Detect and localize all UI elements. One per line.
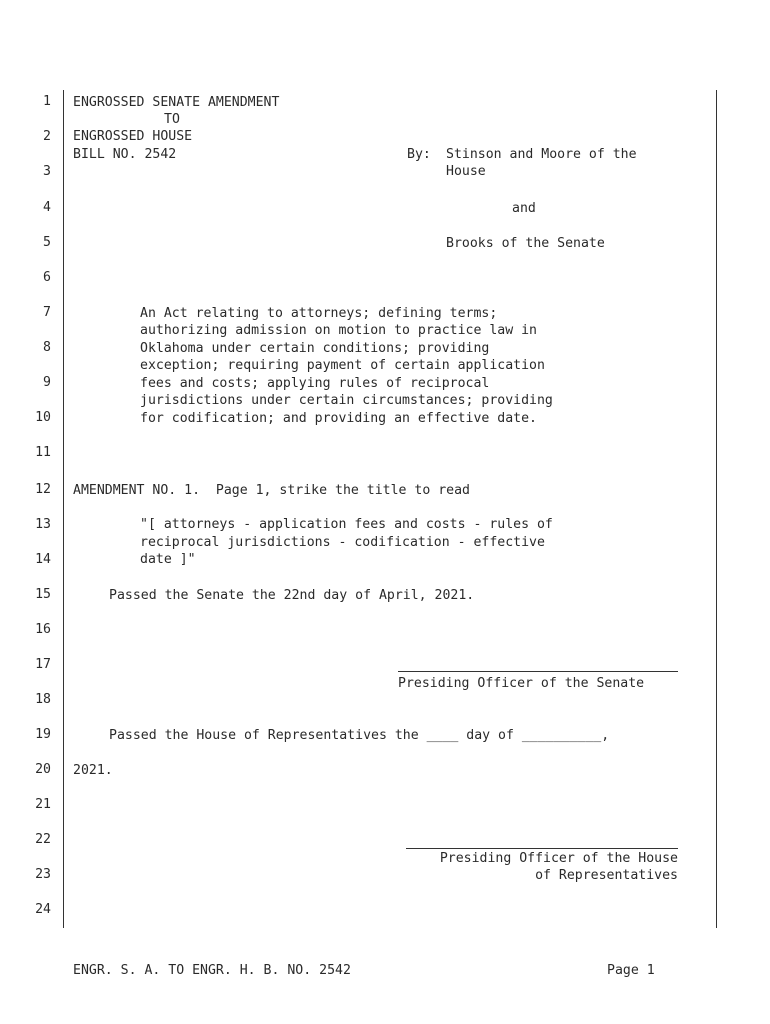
passed-senate-statement: Passed the Senate the 22nd day of April, 2021. xyxy=(109,588,475,603)
line-number: 12 xyxy=(35,482,51,497)
passed-house-statement: Passed the House of Representatives the ____ day of __________, xyxy=(109,728,610,743)
senate-signature-line xyxy=(398,671,678,672)
line-number: 4 xyxy=(43,200,51,215)
passed-house-year: 2021. xyxy=(73,763,113,778)
title-line: for codification; and providing an effective date. xyxy=(140,411,537,426)
title-line: Oklahoma under certain conditions; providing xyxy=(140,341,490,356)
senate-author: Brooks of the Senate xyxy=(446,236,605,251)
house-authors-cont: House xyxy=(446,164,486,179)
line-number: 17 xyxy=(35,657,51,672)
line-number: 10 xyxy=(35,410,51,425)
line-number: 14 xyxy=(35,552,51,567)
title-line: jurisdictions under certain circumstances; providing xyxy=(140,393,553,408)
title-line: fees and costs; applying rules of reciprocal xyxy=(140,376,490,391)
left-margin-rule xyxy=(63,90,64,928)
footer-page-number: Page 1 xyxy=(607,963,655,978)
footer-bill-reference: ENGR. S. A. TO ENGR. H. B. NO. 2542 xyxy=(73,963,351,978)
amendment-text-line: date ]" xyxy=(140,552,196,567)
amendment-text-line: "[ attorneys - application fees and costs - rules of xyxy=(140,517,553,532)
line-number: 1 xyxy=(43,94,51,109)
by-label: By: xyxy=(407,147,431,162)
line-number: 13 xyxy=(35,517,51,532)
house-signature-line xyxy=(406,848,678,849)
header-line-3: ENGROSSED HOUSE xyxy=(73,129,193,144)
line-number: 21 xyxy=(35,797,51,812)
amendment-text-line: reciprocal jurisdictions - codification - effective xyxy=(140,535,545,550)
header-line-2: TO xyxy=(164,112,180,127)
title-line: exception; requiring payment of certain application xyxy=(140,358,545,373)
line-number: 9 xyxy=(43,375,51,390)
title-line: An Act relating to attorneys; defining terms; xyxy=(140,306,498,321)
line-number: 19 xyxy=(35,727,51,742)
title-line: authorizing admission on motion to practice law in xyxy=(140,323,537,338)
line-number: 6 xyxy=(43,270,51,285)
amendment-heading: AMENDMENT NO. 1. Page 1, strike the title to read xyxy=(73,483,470,498)
line-number: 23 xyxy=(35,867,51,882)
line-number: 3 xyxy=(43,164,51,179)
bill-number: BILL NO. 2542 xyxy=(73,147,177,162)
line-number: 22 xyxy=(35,832,51,847)
line-number: 20 xyxy=(35,762,51,777)
line-number: 16 xyxy=(35,622,51,637)
line-number: 11 xyxy=(35,445,51,460)
right-margin-rule xyxy=(716,90,717,928)
line-number: 8 xyxy=(43,340,51,355)
line-number: 2 xyxy=(43,129,51,144)
and-text: and xyxy=(512,201,536,216)
header-line-1: ENGROSSED SENATE AMENDMENT xyxy=(73,95,280,110)
senate-signature-label: Presiding Officer of the Senate xyxy=(398,676,645,691)
line-number: 5 xyxy=(43,235,51,250)
house-signature-label: Presiding Officer of the House xyxy=(439,851,678,866)
line-number: 24 xyxy=(35,902,51,917)
house-signature-label-cont: of Representatives xyxy=(535,868,678,883)
line-number: 18 xyxy=(35,692,51,707)
line-number: 7 xyxy=(43,305,51,320)
line-number: 15 xyxy=(35,587,51,602)
house-authors: Stinson and Moore of the xyxy=(446,147,637,162)
